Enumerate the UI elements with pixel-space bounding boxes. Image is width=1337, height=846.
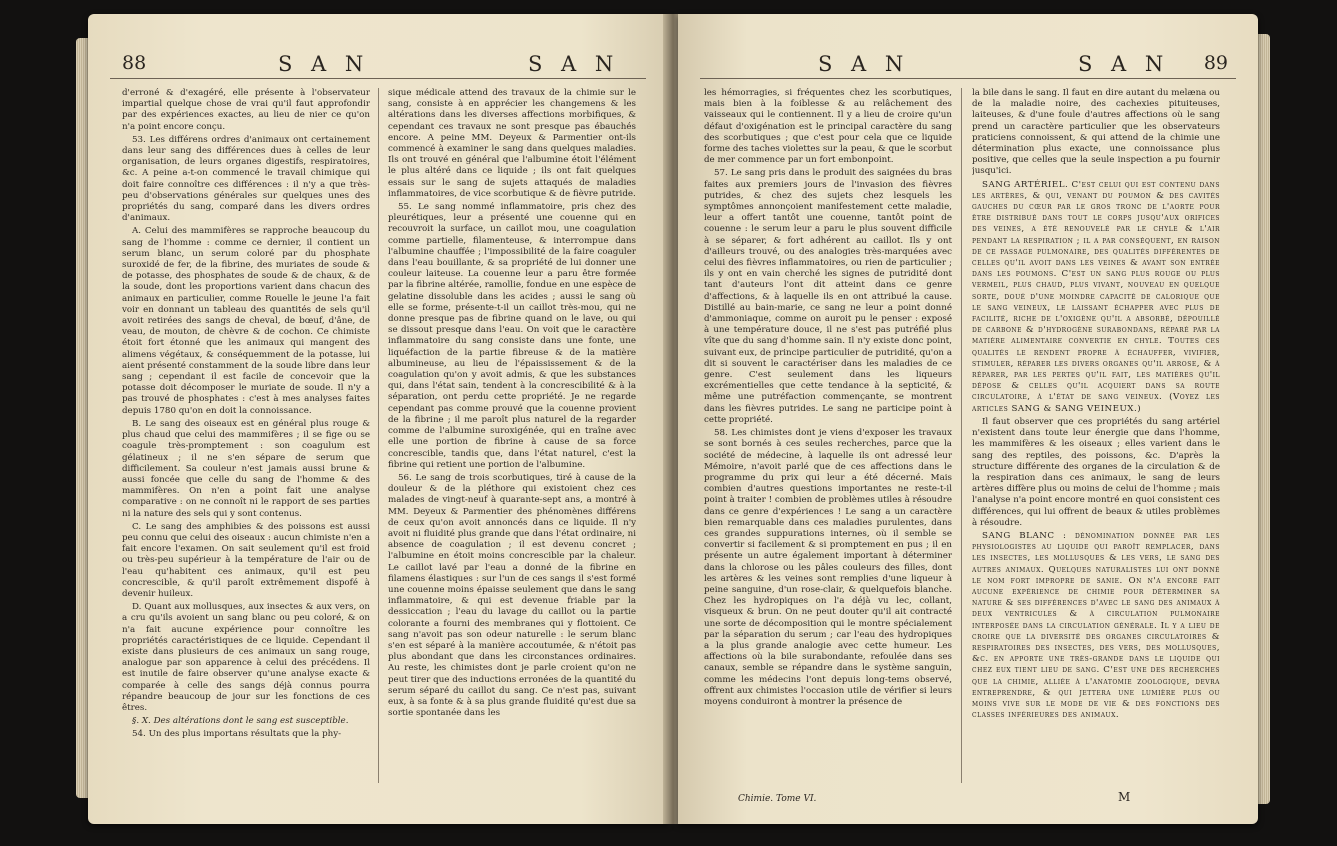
paragraph: C. Le sang des amphibies & des poissons est aussi peu connu que celui des oiseaux : aucun chimiste n'en a fait encore l'examen. On sait seulement qu'il est froid ou très-peu supérieur à la température de l'air ou de l'eau qu'habitent ces animaux, qu'il est peu concrescible, & qu'il paroît extrêmement dispofé à devenir huileux. <box>122 521 370 599</box>
page-number-right: 89 <box>1203 52 1228 74</box>
paragraph: 54. Un des plus importans résultats que la phy- <box>132 729 342 740</box>
left-page <box>88 14 668 824</box>
right-page <box>678 14 1258 824</box>
running-head-right-2: S A N <box>1078 52 1170 76</box>
paragraph: les hémorragies, si fréquentes chez les scorbutiques, mais bien à la foiblesse & au relâchement des vaisseaux qui le contiennent. Il y a lieu de croire qu'un défaut d'oxigénation est le principal caractère du sang des scorbutiques ; que c'est pour cela que ce liquide forme des taches violettes sur la peau, & que le scorbut de mer commence par un fort embonpoint. <box>704 88 952 166</box>
right-column-1 <box>704 88 952 788</box>
paragraph: 56. Le sang de trois scorbutiques, tiré à cause de la douleur & de la pléthore qui existoient chez ces malades de vingt-neuf à quarante-sept ans, a montré à MM. Deyeux & Parmentier des phénomènes différens de ceux qu'on avoit annoncés dans ce liquide. Il n'y avoit ni fluidité plus grande que dans l'état ordinaire, ni absence de coagulation ; il est devenu concret ; l'albumine en étoit moins concrescible par la chaleur. Le caillot lavé par l'eau a donné de la fibrine en filamens élastiques : sur l'un de ces sangs il s'est formé une couenne moins épaisse seulement que dans le sang inflammatoire, & qui est devenue friable par la dessiccation ; l'eau du lavage du caillot ou la partie colorante a fourni des membranes qui y flottoient. Ce sang n'avoit pas son odeur naturelle : le serum blanc s'en est séparé à la manière accoutumée, & n'étoit pas plus abondant que dans les circonstances ordinaires. Au reste, les chimistes dont je parle croient qu'on ne peut tirer que des inductions erronées de la quantité du serum séparé du caillot du sang. Ce n'est pas, suivant eux, à sa fonte & à sa plus grande fluidité qu'est due sa sortie spontanée dans les <box>388 472 636 719</box>
paragraph: B. Le sang des oiseaux est en général plus rouge & plus chaud que celui des mammifères ; il se fige ou se coagule très-promptement : son coagulum est gélatineux ; il ne s'en sépare de serum que difficilement. Sa couleur n'est jamais aussi brune & aussi foncée que celle du sang de l'homme & des mammifères. On n'en a point fait une analyse comparative : on ne connoît ni le rapport de ses parties ni la nature des sels qui y sont contenus. <box>122 418 370 519</box>
running-head-left-1: S A N <box>278 52 370 76</box>
paragraph: 57. Le sang pris dans le produit des saignées du bras faites aux premiers jours de l'invasion des fièvres putrides, & chez des sujets chez lesquels les symptômes annonçoient manifestement cette maladie, leur a offert tantôt une couenne, tantôt point de couenne : le serum leur a paru le plus souvent difficile à se séparer, & fort adhérent au caillot. Ils y ont d'ailleurs trouvé, ou des analogies très-marquées avec celui des fièvres inflammatoires, ou rien de particulier ; ils y ont en vain cherché les signes de putridité dont tant d'auteurs l'ont dit atteint dans ce genre d'affections, & à laquelle ils en ont attribué la cause. Distillé au bain-marie, ce sang ne leur a point donné d'ammoniaque, comme on auroit pu le penser : exposé à une température douce, il ne s'est pas putréfié plus vîte que du sang d'homme sain. Il n'y existe donc point, suivant eux, de principe particulier de putridité, qu'on a dit si souvent le caractériser dans les maladies de ce genre. C'est seulement dans les liqueurs excrémentielles que cette tendance à la septicité, & même une putréfaction commençante, se montrent dans les fièvres putrides. Le sang ne participe point à cette propriété. <box>704 168 952 425</box>
paragraph: Il faut observer que ces propriétés du sang artériel n'existent dans toute leur énergie que dans l'homme, les mammifères & les oiseaux ; elles varient dans le sang des reptiles, des poissons, &c. D'après la structure différente des organes de la circulation & de la respiration dans ces animaux, le sang de leurs artères diffère plus ou moins de celui de l'homme ; mais l'analyse n'a point encore montré en quoi consistent ces différences, qui lui offrent de beaux & utiles problèmes à résoudre. <box>972 416 1220 528</box>
column-separator-left <box>378 88 379 783</box>
paragraph: d'erroné & d'exagéré, elle présente à l'observateur impartial quelque chose de vrai qu'il faut approfondir par des expériences exactes, au lieu de nier ce qu'on n'a point encore conçu. <box>122 88 370 132</box>
header-rule-left <box>110 78 646 79</box>
paragraph: la bile dans le sang. Il faut en dire autant du melæna ou de la maladie noire, des cachexies pituiteuses, laiteuses, & d'une foule d'autres affections où le sang prend un caractère particulier que les observateurs praticiens connoissent, & qui attend de la chimie une détermination plus exacte, une connoissance plus positive, que celles que la seule inspection a pu fournir jusqu'ici. <box>972 88 1220 177</box>
volume-footer: Chimie. Tome VI. <box>738 794 817 804</box>
column-separator-right <box>961 88 962 783</box>
entry-sang-arteriel: SANG ARTÉRIEL. C'est celui qui est contenu dans les artères, & qui, venant du poumon & des cavités gauches du cœur par le gros tronc de l'aorte pour être distribué dans tout le corps jusqu'aux orifices des veines, a été renouvelé par le chyle & l'air pendant la respiration ; il a par conséquent, en raison de ce passage pulmonaire, des qualités différentes de celles qu'il avoit dans les veines & avant son entrée dans les poumons. C'est un sang plus rouge ou plus vermeil, plus chaud, plus vivant, nouveau en quelque sorte, doué d'une moindre capacité de calorique que le sang veineux, le laissant échapper avec plus de facilité, riche de l'oxigène qu'il a absorbé, dépouillé de carbone & d'hydrogène surabondans, réparé par la matière alimentaire convertie en chyle. Toutes ces qualités le rendent propre à échauffer, vivifier, stimuler, réparer les divers organes qu'il arrose, & à réparer, par les pertes qu'il fait, les matières qu'il dépose & celles qu'il acquiert dans sa route circulatoire, à l'état de sang veineux. (Voyez les articles SANG & SANG VEINEUX.) <box>972 179 1220 414</box>
left-column-2 <box>388 88 636 788</box>
left-column-1 <box>122 88 370 788</box>
running-head-left-2: S A N <box>528 52 620 76</box>
paragraph: sique médicale attend des travaux de la chimie sur le sang, consiste à en apprécier les changemens & les altérations dans les diverses affections morbifiques, & cependant ces travaux ne sont presque pas ébauchés encore. A peine MM. Deyeux & Parmentier ont-ils commencé à examiner le sang dans quelques maladies. Ils ont trouvé en général que l'albumine étoit l'élément le plus altéré dans ce liquide ; ils ont fait quelques essais sur le sang de sujets attaqués de maladies inflammatoires, de vice scorbutique & de fièvre putride. <box>388 88 636 199</box>
page-number-left: 88 <box>122 52 147 74</box>
paragraph: 53. Les différens ordres d'animaux ont certainement dans leur sang des différences dues à celles de leur organisation, de leurs organes digestifs, respiratoires, &c. A peine a-t-on commencé le travail chimique qui doit faire connoître ces différences : il n'y a que très-peu d'observations générales sur quelques unes des propriétés du sang, comparé dans les divers ordres d'animaux. <box>122 134 370 224</box>
entry-sang-blanc: SANG BLANC : dénomination donnée par les physiologistes au liquide qui paroît remplacer, dans les insectes, les mollusques & les vers, le sang des autres animaux. Quelques naturalistes lui ont donné le nom fort impropre de sanie. On n'a encore fait aucune expérience de chimie pour déterminer sa nature & ses différences d'avec le sang des animaux à deux ventricules & à circulation pulmonaire interposée dans la circulation générale. Il y a lieu de croire que la diversité des organes circulatoires & respiratoires des insectes, des vers, des mollusques, &c. en apporte une très-grande dans le liquide qui chez eux tient lieu de sang. C'est une des recherches que la chimie, alliée à l'anatomie zoologique, devra entreprendre, & qui jettera une lumière plus ou moins vive sur le mode de vie & des fonctions des classes inférieures des animaux. <box>972 530 1220 721</box>
paragraph: 55. Le sang nommé inflammatoire, pris chez des pleurétiques, leur a présenté une couenne qui en recouvroit la surface, un caillot mou, une coagulation comme partielle, filamenteuse, & interrompue dans l'albumine chauffée ; l'impossibilité de la faire coaguler dans l'eau bouillante, & sa propriété de lui donner une couleur laiteuse. La couenne leur a paru être formée par la fibrine altérée, ramollie, fondue en une espèce de gelatine dissoluble dans les acides ; aussi le sang où elle se forme, présente-t-il un caillot très-mou, qui ne donne presque pas de fibrine quand on le lave, ou qui se dissout presque dans l'eau. On voit que le caractère inflammatoire du sang consiste dans une fonte, une liquéfaction de la partie fibreuse & de la matière albumineuse, au lieu de l'épaississement & de la coagulation qu'on y avoit admis, & que les substances qui, dans l'état sain, tendent à la concrescibilité & à la séparation, ont perdu cette propriété. Je ne regarde cependant pas comme prouvé que la couenne provient de la fibrine ; il me paroît plus naturel de la regarder comme de l'albumine suroxigénée, qui en traîne avec elle une portion de fibrine à cause de sa force concrescible, tandis que, dans l'état naturel, c'est la fibrine qui retient une portion de l'albumine. <box>388 202 636 470</box>
signature-mark: M <box>1118 790 1131 804</box>
running-head-right-1: S A N <box>818 52 910 76</box>
right-column-2 <box>972 88 1220 788</box>
paragraph: A. Celui des mammifères se rapproche beaucoup du sang de l'homme : comme ce dernier, il contient un serum blanc, un serum coloré par du phosphate suroxidé de fer, de la fibrine, des muriates de soude & de potasse, des phosphates de soude & de chaux, & de la soude, dont les proportions varient dans chacun des animaux en particulier, comme Rouelle le jeune l'a fait voir en donnant un tableau des quantités de sels qu'il avoit retirées des sangs de cheval, de bœuf, d'âne, de veau, de mouton, de chèvre & de cochon. Ce chimiste étoit fort étonné que les animaux qui mangent des alimens végétaux, & conséquemment de la potasse, lui aient présenté constamment de la soude libre dans leur sang ; cependant il est facile de concevoir que la potasse doit décomposer le muriate de soude. Il n'y a pas trouvé de phosphates : c'est à mes analyses faites depuis 1780 qu'on en doit la connoissance. <box>122 226 370 416</box>
header-rule-right <box>700 78 1236 79</box>
section-heading: §. X. Des altérations dont le sang est susceptible. <box>132 716 349 727</box>
open-book <box>88 14 1278 834</box>
paragraph: D. Quant aux mollusques, aux insectes & aux vers, on a cru qu'ils avoient un sang blanc ou peu coloré, & on n'a fait aucune expérience pour connoître les propriétés caractéristiques de ce liquide. Cependant il existe dans plusieurs de ces animaux un sang rouge, analogue par son apparence à celui des précédens. Il est inutile de faire observer qu'une analyse exacte & comparée à celle des sangs déjà connus pourra répandre beaucoup de jour sur les fonctions de ces êtres. <box>122 602 370 713</box>
page-edges-right <box>1256 34 1270 804</box>
paragraph: 58. Les chimistes dont je viens d'exposer les travaux se sont bornés à ces seules recherches, parce que la société de médecine, à laquelle ils ont adressé leur Mémoire, n'avoit parlé que de ces affections dans le programme du prix qui leur a été décerné. Mais combien d'autres questions importantes ne reste-t-il point à traiter ! combien de problèmes utiles à résoudre dans ce genre d'expériences ! Le sang a un caractère bien remarquable dans ces maladies purulentes, dans ces grandes suppurations internes, où il semble se convertir si facilement & si promptement en pus ; il en présente un autre également important à déterminer dans la chlorose ou les pâles couleurs des filles, dont les artères & les veines sont remplies d'une liqueur à peine sanguine, d'un rose-clair, & quelquefois blanche. Chez les hydropiques on l'a déjà vu lec, collant, visqueux & brun. On ne peut douter qu'il ait contracté une sorte de décomposition qui le montre spécialement par la séparation du serum ; car l'eau des hydropiques a la plus grande analogie avec cette humeur. Les affections où la bile surabondante, refoulée dans ses canaux, semble se répandre dans le système sanguin, comme les médecins l'ont depuis long-tems observé, offrent aux chimistes l'occasion utile de vérifier si leurs moyens conduiront à montrer la présence de <box>704 428 952 707</box>
